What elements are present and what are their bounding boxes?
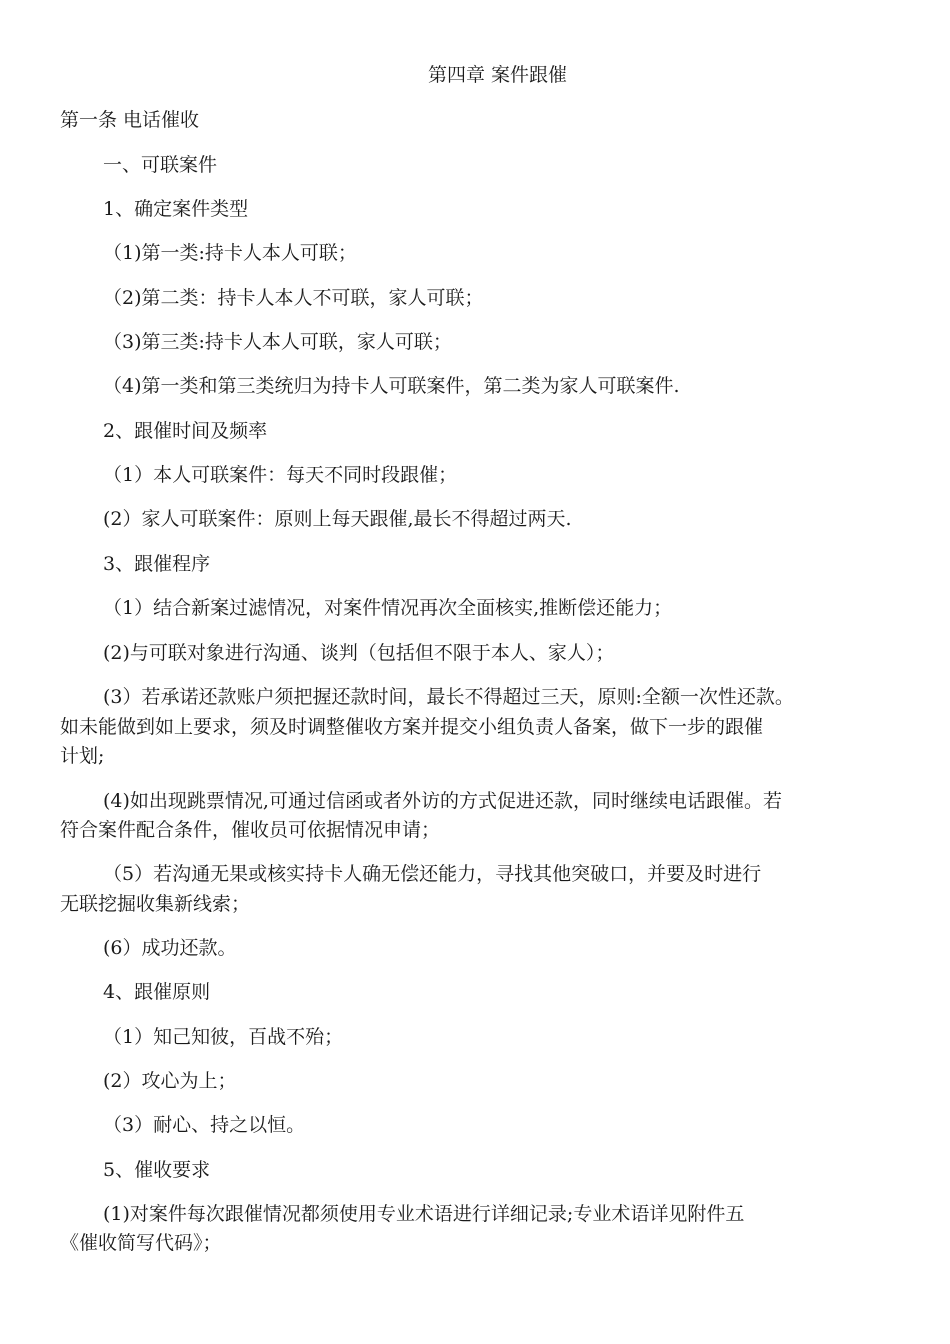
paragraph: (3）若承诺还款账户须把握还款时间，最长不得超过三天，原则:全额一次性还款。 — [103, 686, 794, 708]
paragraph-continuation: 符合案件配合条件，催收员可依据情况申请； — [60, 819, 441, 841]
paragraph: （3）耐心、持之以恒。 — [103, 1114, 306, 1136]
paragraph: (4)如出现跳票情况,可通过信函或者外访的方式促进还款，同时继续电话跟催。若 — [103, 790, 782, 812]
paragraph: (2)与可联对象进行沟通、谈判（包括但不限于本人、家人）； — [103, 642, 615, 664]
paragraph-continuation: 计划; — [60, 745, 105, 767]
paragraph: （2)第二类：持卡人本人不可联，家人可联； — [103, 287, 484, 309]
paragraph-continuation: 无联挖掘收集新线索； — [60, 893, 251, 915]
chapter-title: 第四章 案件跟催 — [427, 64, 568, 86]
item-heading: 4、跟催原则 — [103, 981, 211, 1003]
paragraph: （1）结合新案过滤情况，对案件情况再次全面核实,推断偿还能力； — [103, 597, 673, 619]
paragraph: (2）攻心为上； — [103, 1070, 237, 1092]
section-heading: 一、可联案件 — [103, 154, 218, 176]
paragraph: （1）本人可联案件：每天不同时段跟催； — [103, 464, 458, 486]
item-heading: 1、确定案件类型 — [103, 198, 249, 220]
paragraph: (1)对案件每次跟催情况都须使用专业术语进行详细记录;专业术语详见附件五 — [103, 1203, 745, 1225]
paragraph: (6）成功还款。 — [103, 937, 237, 959]
paragraph: （1)第一类:持卡人本人可联； — [103, 242, 357, 264]
paragraph: （1）知己知彼，百战不殆； — [103, 1026, 344, 1048]
item-heading: 5、催收要求 — [103, 1159, 211, 1181]
article-heading: 第一条 电话催收 — [60, 109, 200, 131]
paragraph: （5）若沟通无果或核实持卡人确无偿还能力，寻找其他突破口，并要及时进行 — [103, 863, 762, 885]
paragraph: （3)第三类:持卡人本人可联，家人可联； — [103, 331, 452, 353]
paragraph-continuation: 《催收简写代码》； — [60, 1232, 222, 1254]
paragraph-continuation: 如未能做到如上要求，须及时调整催收方案并提交小组负责人备案，做下一步的跟催 — [60, 716, 764, 738]
item-heading: 2、跟催时间及频率 — [103, 420, 268, 442]
paragraph: （4)第一类和第三类统归为持卡人可联案件，第二类为家人可联案件. — [103, 375, 680, 397]
item-heading: 3、跟催程序 — [103, 553, 211, 575]
paragraph: (2）家人可联案件：原则上每天跟催,最长不得超过两天. — [103, 508, 572, 530]
